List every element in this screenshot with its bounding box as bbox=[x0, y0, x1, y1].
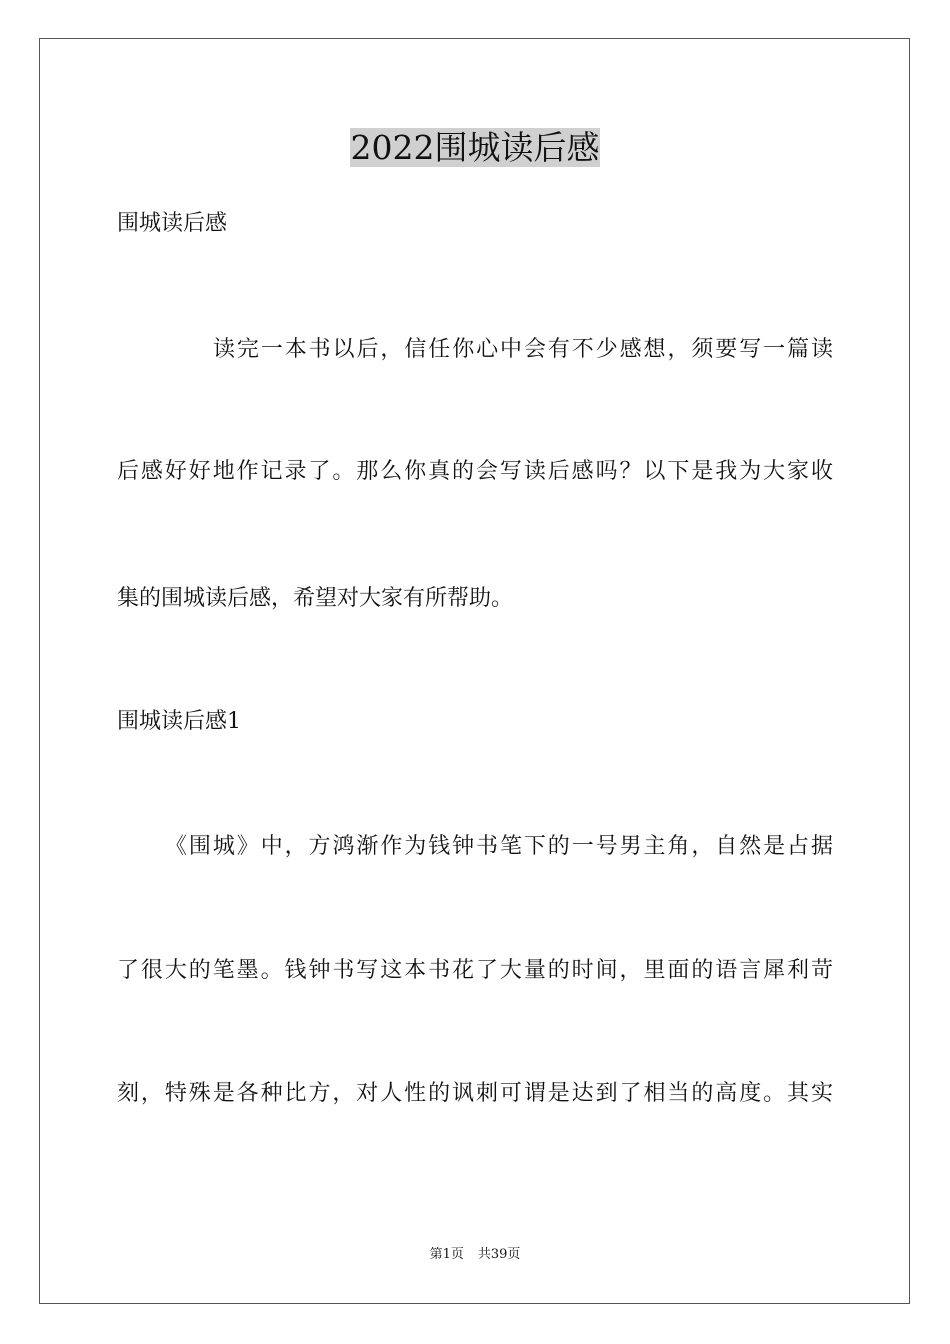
paragraph-line: 了很大的笔墨。钱钟书写这本书花了大量的时间，里面的语言犀利苛 bbox=[117, 958, 833, 983]
page-total: 共39页 bbox=[477, 1247, 521, 1262]
paragraph-line: 《围城》中，方鸿渐作为钱钟书笔下的一号男主角，自然是占据 bbox=[165, 834, 833, 859]
paragraph-line: 读完一本书以后，信任你心中会有不少感想，须要写一篇读 bbox=[213, 337, 833, 362]
page-footer bbox=[0, 1246, 950, 1264]
paragraph-line: 刻，特殊是各种比方，对人性的讽刺可谓是达到了相当的高度。其实 bbox=[117, 1081, 833, 1106]
document-title: 2022围城读后感 bbox=[350, 128, 600, 167]
paragraph-line: 后感好好地作记录了。那么你真的会写读后感吗？以下是我为大家收 bbox=[117, 459, 833, 484]
section-heading: 围城读后感1 bbox=[117, 709, 241, 734]
section-heading: 围城读后感 bbox=[117, 211, 228, 236]
paragraph-line: 集的围城读后感，希望对大家有所帮助。 bbox=[117, 586, 514, 611]
page-number: 第1页 bbox=[429, 1247, 464, 1262]
